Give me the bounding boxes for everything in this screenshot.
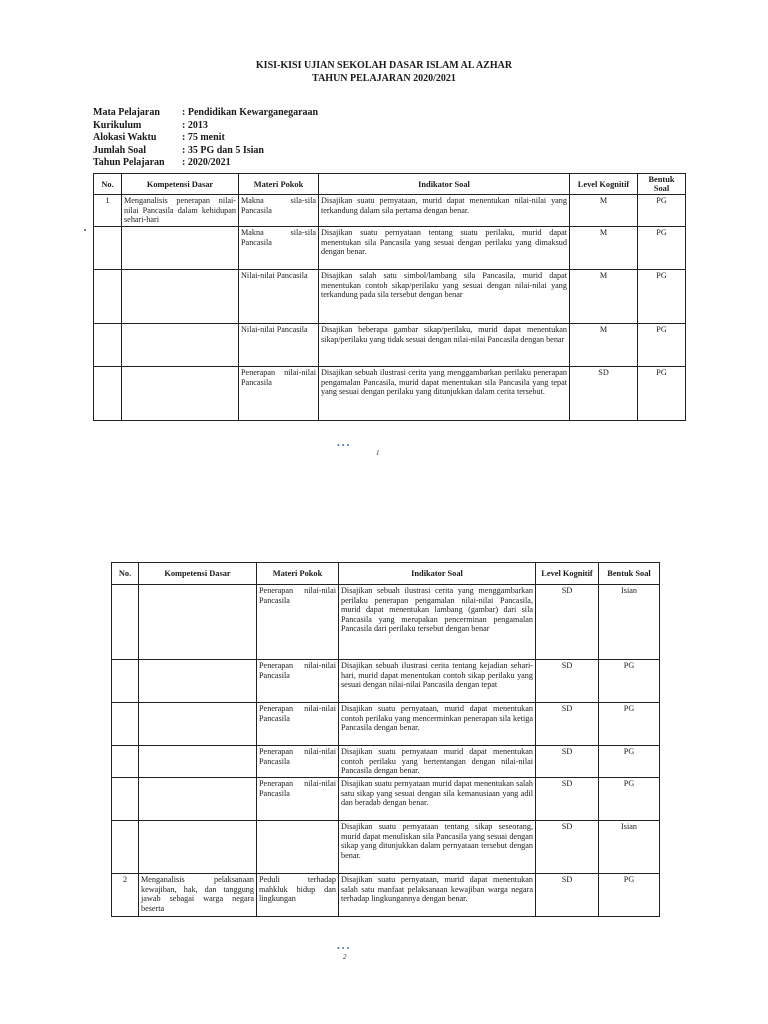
table-row bbox=[112, 703, 660, 746]
cell-materi-pokok: Penerapan nilai-nilai Pancasila bbox=[257, 778, 339, 821]
cell-bentuk-soal: PG bbox=[599, 660, 660, 703]
cell-bentuk-soal: PG bbox=[638, 324, 686, 367]
cell-no bbox=[112, 778, 139, 821]
cell-bentuk-soal: PG bbox=[599, 874, 660, 917]
cell-kompetensi-dasar bbox=[122, 367, 239, 421]
header-materi-pokok: Materi Pokok bbox=[239, 174, 319, 195]
cell-materi-pokok: Nilai-nilai Pancasila bbox=[239, 270, 319, 324]
cell-no bbox=[112, 585, 139, 660]
header-kompetensi-dasar: Kompetensi Dasar bbox=[139, 563, 257, 585]
cell-bentuk-soal: PG bbox=[599, 778, 660, 821]
cell-level-kognitif: SD bbox=[536, 821, 599, 874]
meta-label: Jumlah Soal bbox=[93, 144, 147, 156]
cell-indikator-soal: Disajikan sebuah ilustrasi cerita tentang kejadian sehari-hari, murid dapat menentukan contoh sikap perilaku yang sesuai dengan nilai-nilai Pancasila dengan tepat bbox=[339, 660, 536, 703]
meta-label: Kurikulum bbox=[93, 119, 142, 131]
cell-indikator-soal: Disajikan suatu pernyataan, murid dapat menentukan contoh perilaku yang mencerminkan penerapan sila ketiga Pancasila dengan benar. bbox=[339, 703, 536, 746]
table-row bbox=[94, 367, 686, 421]
cell-no: 1 bbox=[94, 195, 122, 227]
cell-no bbox=[94, 324, 122, 367]
table-header-row bbox=[94, 174, 686, 195]
meta-row bbox=[93, 145, 318, 158]
cell-kompetensi-dasar: Menganalisis pelaksanaan kewajiban, hak, dan tanggung jawab sebagai warga negara beserta bbox=[139, 874, 257, 917]
table-header-row bbox=[112, 563, 660, 585]
meta-value: : 2020/2021 bbox=[182, 157, 231, 169]
cell-bentuk-soal: PG bbox=[638, 227, 686, 270]
header-indikator-soal: Indikator Soal bbox=[319, 174, 570, 195]
cell-indikator-soal: Disajikan suatu pernyataan tentang sikap seseorang, murid dapat menuliskan sila Pancasila yang sesuai dengan sikap yang ditunjukkan dalam pernyataan tersebut dengan benar. bbox=[339, 821, 536, 874]
kisi-table-page1 bbox=[93, 173, 686, 421]
cell-kompetensi-dasar bbox=[139, 585, 257, 660]
cell-no bbox=[94, 227, 122, 270]
cell-level-kognitif: M bbox=[570, 270, 638, 324]
header-level-kognitif: Level Kognitif bbox=[536, 563, 599, 585]
cell-bentuk-soal: PG bbox=[599, 746, 660, 778]
cell-indikator-soal: Disajikan salah satu simbol/lambang sila Pancasila, murid dapat menentukan contoh sikap/perilaku yang sesuai dengan nilai-nilai yang terkandung pada sila tersebut dengan benar bbox=[319, 270, 570, 324]
cell-no bbox=[94, 270, 122, 324]
cell-kompetensi-dasar bbox=[122, 324, 239, 367]
meta-value: : 2013 bbox=[182, 119, 208, 131]
cell-materi-pokok: Penerapan nilai-nilai Pancasila bbox=[257, 660, 339, 703]
cell-kompetensi-dasar bbox=[139, 703, 257, 746]
header-indikator-soal: Indikator Soal bbox=[339, 563, 536, 585]
cell-no: 2 bbox=[112, 874, 139, 917]
cell-no bbox=[112, 821, 139, 874]
cell-bentuk-soal: PG bbox=[638, 195, 686, 227]
cell-level-kognitif: SD bbox=[536, 778, 599, 821]
header-materi-pokok: Materi Pokok bbox=[257, 563, 339, 585]
cell-indikator-soal: Disajikan suatu pernyataan murid dapat menentukan contoh perilaku yang bertentangan dengan nilai-nilai Pancasila dengan benar. bbox=[339, 746, 536, 778]
cell-level-kognitif: SD bbox=[536, 660, 599, 703]
cell-bentuk-soal: Isian bbox=[599, 821, 660, 874]
meta-row bbox=[93, 120, 318, 133]
cell-kompetensi-dasar bbox=[139, 746, 257, 778]
header-level-kognitif: Level Kognitif bbox=[570, 174, 638, 195]
table-row bbox=[94, 324, 686, 367]
kisi-table-page2 bbox=[111, 562, 660, 917]
header-no: No. bbox=[112, 563, 139, 585]
cell-level-kognitif: SD bbox=[536, 746, 599, 778]
header-no: No. bbox=[94, 174, 122, 195]
meta-row bbox=[93, 132, 318, 145]
header-bentuk-soal: Bentuk Soal bbox=[599, 563, 660, 585]
table-row bbox=[112, 874, 660, 917]
page-break-dots: • • • bbox=[337, 441, 350, 450]
table-row bbox=[112, 585, 660, 660]
cell-level-kognitif: SD bbox=[536, 585, 599, 660]
cell-kompetensi-dasar bbox=[122, 227, 239, 270]
cell-materi-pokok: Penerapan nilai-nilai Pancasila bbox=[239, 367, 319, 421]
page-number-2: 2 bbox=[343, 953, 347, 961]
cell-bentuk-soal: PG bbox=[638, 367, 686, 421]
cell-materi-pokok: Penerapan nilai-nilai Pancasila bbox=[257, 585, 339, 660]
table-row bbox=[94, 270, 686, 324]
cell-materi-pokok: Penerapan nilai-nilai Pancasila bbox=[257, 746, 339, 778]
cell-no bbox=[112, 660, 139, 703]
table-row bbox=[112, 778, 660, 821]
header-kompetensi-dasar: Kompetensi Dasar bbox=[122, 174, 239, 195]
cell-no bbox=[112, 703, 139, 746]
cell-no bbox=[94, 367, 122, 421]
cell-bentuk-soal: PG bbox=[638, 270, 686, 324]
meta-value: : Pendidikan Kewarganegaraan bbox=[182, 107, 319, 118]
table-row bbox=[112, 660, 660, 703]
cell-kompetensi-dasar bbox=[122, 270, 239, 324]
cell-level-kognitif: SD bbox=[536, 874, 599, 917]
cell-kompetensi-dasar bbox=[139, 660, 257, 703]
cell-indikator-soal: Disajikan suatu pernyataan tentang suatu perilaku, murid dapat menentukan sila Pancasila yang sesuai dengan perilaku yang dimaksud dengan benar. bbox=[319, 227, 570, 270]
cell-level-kognitif: M bbox=[570, 195, 638, 227]
meta-value: : 75 menit bbox=[182, 132, 225, 144]
cell-indikator-soal: Disajikan sebuah ilustrasi cerita yang menggambarkan perilaku penerapan pengamalan Pancasila, murid dapat menentukan sila Pancasila yang tepat yang sesuai dengan perilaku yang ditunjukkan dalam cerita tersebut. bbox=[319, 367, 570, 421]
cell-materi-pokok: Makna sila-sila Pancasila bbox=[239, 195, 319, 227]
cell-level-kognitif: SD bbox=[536, 703, 599, 746]
cell-bentuk-soal: PG bbox=[599, 703, 660, 746]
cell-indikator-soal: Disajikan suatu pernyataan murid dapat menentukan salah satu sikap yang sesuai dengan sila kemanusiaan yang adil dan beradab dengan benar. bbox=[339, 778, 536, 821]
cell-kompetensi-dasar: Menganalisis penerapan nilai-nilai Pancasila dalam kehidupan sehari-hari bbox=[122, 195, 239, 227]
cell-materi-pokok: Nilai-nilai Pancasila bbox=[239, 324, 319, 367]
meta-label: Mata Pelajaran bbox=[93, 107, 160, 118]
document-title: KISI-KISI UJIAN SEKOLAH DASAR ISLAM AL AZHAR bbox=[255, 60, 513, 71]
table-row bbox=[112, 821, 660, 874]
cell-kompetensi-dasar bbox=[139, 821, 257, 874]
table-row bbox=[94, 195, 686, 227]
meta-label: Alokasi Waktu bbox=[93, 132, 157, 144]
meta-row bbox=[93, 157, 318, 170]
cell-indikator-soal: Disajikan suatu pernyataan, murid dapat menentukan nilai-nilai yang terkandung dalam sila pertama dengan benar. bbox=[319, 195, 570, 227]
header-bentuk-soal: Bentuk Soal bbox=[638, 174, 686, 195]
cell-materi-pokok: Penerapan nilai-nilai Pancasila bbox=[257, 703, 339, 746]
cell-kompetensi-dasar bbox=[139, 778, 257, 821]
cell-indikator-soal: Disajikan sebuah ilustrasi cerita yang menggambarkan perilaku penerapan pengamalan nilai-nilai Pancasila, murid dapat menentukan lambang (gambar) dari sila Pancasila yang merupakan pencerminan pengamalan Pancasila dari perilaku tersebut dengan benar bbox=[339, 585, 536, 660]
meta-info bbox=[93, 107, 318, 170]
table-row bbox=[94, 227, 686, 270]
cell-level-kognitif: M bbox=[570, 227, 638, 270]
cell-indikator-soal: Disajikan suatu pernyataan, murid dapat menentukan salah satu manfaat pelaksanaan kewajiban warga negara terhadap lingkungannya dengan benar. bbox=[339, 874, 536, 917]
cell-level-kognitif: M bbox=[570, 324, 638, 367]
page-number-1: 1 bbox=[376, 449, 380, 457]
cell-indikator-soal: Disajikan beberapa gambar sikap/perilaku, murid dapat menentukan sikap/perilaku yang tidak sesuai dengan nilai-nilai Pancasila dengan benar bbox=[319, 324, 570, 367]
page-break-dots: • • • bbox=[337, 944, 350, 953]
cell-materi-pokok: Makna sila-sila Pancasila bbox=[239, 227, 319, 270]
meta-value: : 35 PG dan 5 Isian bbox=[182, 144, 264, 156]
cell-materi-pokok bbox=[257, 821, 339, 874]
cell-materi-pokok: Peduli terhadap mahkluk hidup dan lingkungan bbox=[257, 874, 339, 917]
cell-bentuk-soal: Isian bbox=[599, 585, 660, 660]
table-row bbox=[112, 746, 660, 778]
meta-row bbox=[93, 107, 318, 120]
cell-level-kognitif: SD bbox=[570, 367, 638, 421]
cell-no bbox=[112, 746, 139, 778]
document-subtitle: TAHUN PELAJARAN 2020/2021 bbox=[312, 73, 456, 84]
meta-label: Tahun Pelajaran bbox=[93, 157, 165, 169]
margin-dot bbox=[84, 229, 86, 231]
